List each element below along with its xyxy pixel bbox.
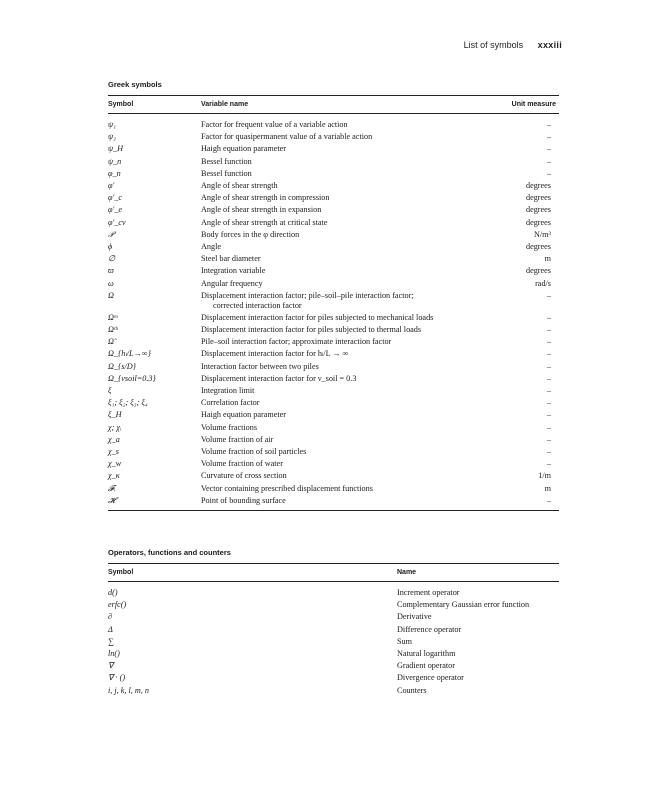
variable-name-cell: Interaction factor between two piles [201, 361, 319, 371]
variable-name-cell: Bessel function [201, 156, 252, 166]
table-end-rule [108, 510, 559, 511]
table-row [108, 290, 559, 312]
symbol-cell: ∅ [108, 254, 116, 264]
table-row [108, 660, 559, 672]
unit-cell: – [546, 325, 551, 335]
unit-cell: – [546, 386, 551, 396]
variable-name-cell: Displacement interaction factor for piles subjected to mechanical loads [201, 312, 434, 322]
running-header [464, 40, 562, 50]
name-cell: Gradient operator [397, 661, 455, 671]
symbol-cell: Δ [108, 624, 113, 634]
variable-name-cell: Volume fraction of air [201, 434, 274, 444]
table-row [108, 156, 559, 168]
table-row [108, 373, 559, 385]
symbol-cell: ϖ [108, 266, 114, 276]
unit-cell: – [546, 168, 551, 178]
symbol-cell: ∑ [108, 636, 114, 646]
variable-name-cell: Angle of shear strength [201, 181, 278, 191]
col-header-name: Name [397, 569, 417, 576]
symbol-cell: 𝓕ᵢ [108, 483, 116, 493]
variable-name-cell: Angle [201, 242, 222, 252]
variable-name-cell: Correlation factor [201, 398, 260, 408]
table-row [108, 217, 559, 229]
unit-cell: rad/s [535, 278, 551, 288]
symbol-cell: Ω̃ [108, 337, 114, 347]
table-row [108, 672, 559, 684]
variable-name-cell: Volume fraction of soil particles [201, 447, 307, 457]
unit-cell: – [546, 290, 551, 300]
symbol-cell: ∂ [108, 612, 113, 622]
unit-cell: degrees [525, 217, 551, 227]
symbol-cell: χ_a [108, 434, 120, 444]
variable-name-cell: Point of bounding surface [201, 495, 286, 505]
table-row [108, 599, 559, 611]
variable-name-cell: Angle of shear strength at critical state [201, 217, 328, 227]
symbol-cell: Ω_{hₗ/L→∞} [108, 349, 151, 359]
symbol-cell: ψ₂ [108, 132, 116, 142]
unit-cell: – [546, 132, 551, 142]
symbol-cell: φ_n [108, 168, 121, 178]
table-row [108, 434, 559, 446]
unit-cell: – [546, 434, 551, 444]
symbol-cell: ξ₁; ξ₂; ξ₃; ξ₄ [108, 398, 148, 408]
table-row [108, 495, 559, 507]
symbol-cell: φ′_cv [108, 217, 126, 227]
table-row [108, 624, 559, 636]
symbol-cell: ψ_n [108, 156, 122, 166]
unit-cell: – [546, 349, 551, 359]
symbol-cell: ξ_H [108, 410, 122, 420]
table-row [108, 397, 559, 409]
table-row [108, 385, 559, 397]
table-row [108, 458, 559, 470]
unit-cell: – [546, 312, 551, 322]
variable-name-cell: Haigh equation parameter [201, 410, 287, 420]
page-number: xxxiii [537, 40, 562, 50]
greek-rows [108, 119, 559, 507]
symbol-cell: ∇ [108, 661, 114, 671]
variable-name-cell: Bessel function [201, 168, 252, 178]
name-cell: Complementary Gaussian error function [397, 600, 530, 610]
variable-name-cell: Displacement interaction factor for piles subjected to thermal loads [201, 325, 422, 335]
section-title: Greek symbols [108, 80, 162, 89]
variable-name-cell: Curvature of cross section [201, 471, 287, 481]
variable-name-cell: Steel bar diameter [201, 254, 261, 264]
unit-cell: m [544, 483, 551, 493]
variable-name-line1: Displacement interaction factor; pile–soil–pile interaction factor; [201, 290, 414, 300]
name-cell: Increment operator [397, 588, 460, 597]
symbol-cell: ψ₁ [108, 120, 116, 129]
table-row [108, 229, 559, 241]
greek-symbols-section [108, 80, 559, 511]
col-header-symbol: Symbol [108, 569, 134, 576]
unit-cell: degrees [525, 193, 551, 203]
unit-cell: – [546, 337, 551, 347]
table-row [108, 470, 559, 482]
symbol-cell: ϕ [108, 242, 113, 252]
table-row [108, 168, 559, 180]
name-cell: Sum [397, 636, 413, 646]
symbol-cell: χ_s [108, 447, 119, 457]
variable-name-cell: Volume fraction of water [201, 459, 283, 469]
table-row [108, 312, 559, 324]
variable-name-cell: Body forces in the φ direction [201, 229, 300, 239]
unit-cell: 1/m [538, 471, 551, 481]
symbol-cell: χ; χᵢ [108, 422, 122, 432]
variable-name-cell: Integration limit [201, 386, 255, 396]
unit-cell: N/m³ [533, 229, 551, 239]
unit-cell: m [544, 254, 551, 264]
table-row [108, 180, 559, 192]
variable-name-cell: Integration variable [201, 266, 266, 276]
symbol-cell: Ωᵗʰ [108, 325, 118, 335]
variable-name-cell: Displacement interaction factor for ν_soil = 0.3 [201, 373, 357, 383]
table-header [108, 563, 559, 582]
variable-name-cell: Angle of shear strength in compression [201, 193, 330, 203]
table-header [108, 95, 559, 114]
unit-cell: – [546, 422, 551, 432]
variable-name-cell [201, 290, 491, 312]
symbol-cell: 𝓗 [108, 495, 116, 505]
col-header-symbol: Symbol [108, 101, 134, 108]
unit-cell: – [546, 156, 551, 166]
unit-cell: – [546, 459, 551, 469]
table-row [108, 361, 559, 373]
symbol-cell: χ_w [108, 459, 122, 469]
symbol-cell: Ω_{s/D} [108, 361, 136, 371]
table-row [108, 253, 559, 265]
name-cell: Divergence operator [397, 673, 464, 683]
symbol-cell: Ω_{νsoil=0.3} [108, 373, 156, 383]
symbol-cell: ln() [108, 649, 120, 659]
table-row [108, 131, 559, 143]
symbol-cell: Ωᵐ [108, 312, 118, 322]
variable-name-cell: Vector containing prescribed displacement functions [201, 483, 373, 493]
variable-name-cell: Angle of shear strength in expansion [201, 205, 322, 215]
table-row [108, 348, 559, 360]
variable-name-cell: Displacement interaction factor for hₗ/L → ∞ [201, 349, 349, 359]
table-row [108, 278, 559, 290]
name-cell: Derivative [397, 612, 432, 622]
table-row [108, 648, 559, 660]
symbol-cell: ∇ · () [108, 673, 126, 683]
table-row [108, 204, 559, 216]
symbol-cell: χ_κ [108, 471, 120, 481]
name-cell: Natural logarithm [397, 649, 456, 659]
table-row [108, 446, 559, 458]
table-row [108, 636, 559, 648]
table-row [108, 483, 559, 495]
table-row [108, 265, 559, 277]
table-row [108, 143, 559, 155]
symbol-cell: erfc() [108, 600, 127, 610]
table-row [108, 192, 559, 204]
operator-rows [108, 587, 559, 697]
unit-cell: degrees [525, 181, 551, 191]
variable-name-cell: Angular frequency [201, 278, 263, 288]
symbol-cell: ξ [108, 386, 112, 396]
table-row [108, 336, 559, 348]
table-row [108, 685, 559, 697]
table-row [108, 119, 559, 131]
symbol-cell: φ′ [108, 181, 115, 191]
symbol-cell: Ω [108, 290, 114, 300]
symbol-cell: ψ_H [108, 144, 124, 154]
variable-name-cell: Factor for quasipermanent value of a variable action [201, 132, 373, 142]
symbol-cell: d() [108, 588, 118, 597]
table-row [108, 409, 559, 421]
unit-cell: – [546, 410, 551, 420]
table-row [108, 587, 559, 599]
table-row [108, 422, 559, 434]
unit-cell: – [546, 398, 551, 408]
variable-name-cell: Factor for frequent value of a variable action [201, 120, 348, 129]
table-row [108, 241, 559, 253]
unit-cell: – [546, 447, 551, 457]
symbol-cell: i, j, k, l, m, n [108, 685, 149, 695]
unit-cell: – [546, 120, 551, 129]
name-cell: Counters [397, 685, 427, 695]
name-cell: Difference operator [397, 624, 462, 634]
unit-cell: – [546, 144, 551, 154]
table-row [108, 324, 559, 336]
unit-cell: – [546, 373, 551, 383]
variable-name-cell: Pile–soil interaction factor; approximate interaction factor [201, 337, 392, 347]
symbol-cell: φ′_e [108, 205, 123, 215]
unit-cell: – [546, 361, 551, 371]
section-title: Operators, functions and counters [108, 548, 231, 557]
variable-name-line2: corrected interaction factor [213, 300, 302, 310]
variable-name-cell: Volume fractions [201, 422, 258, 432]
col-header-unit: Unit measure [511, 101, 556, 108]
running-title: List of symbols [463, 40, 524, 50]
operators-section [108, 548, 559, 697]
unit-cell: degrees [525, 266, 551, 276]
variable-name-cell: Haigh equation parameter [201, 144, 287, 154]
table-row [108, 611, 559, 623]
unit-cell: degrees [525, 205, 551, 215]
unit-cell: – [546, 495, 551, 505]
symbol-cell: φ′_c [108, 193, 123, 203]
symbol-cell: 𝒫 [108, 229, 114, 239]
unit-cell: degrees [525, 242, 551, 252]
col-header-variable-name: Variable name [201, 101, 249, 108]
symbol-cell: ω [108, 278, 114, 288]
